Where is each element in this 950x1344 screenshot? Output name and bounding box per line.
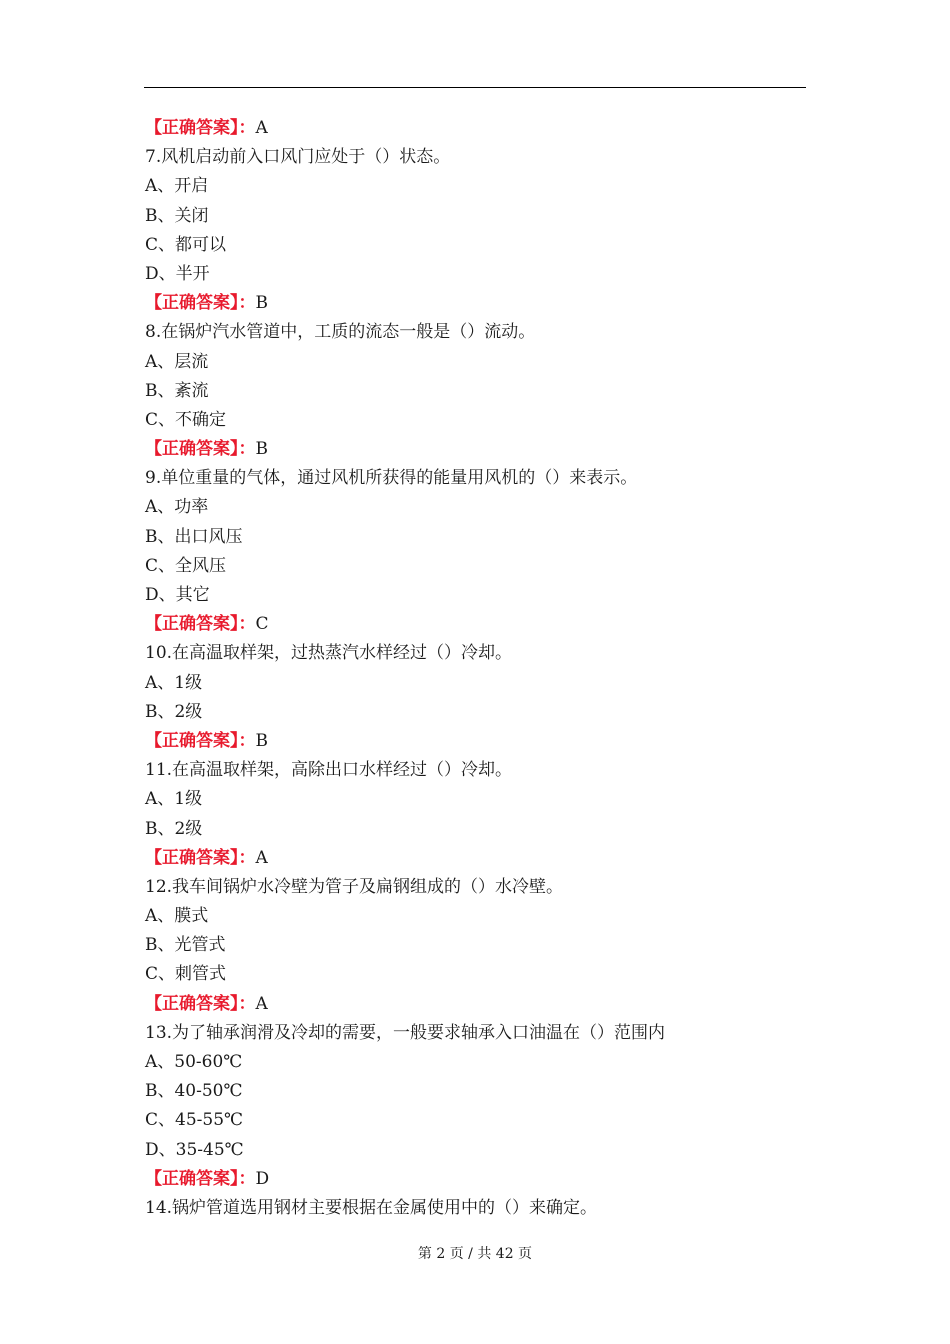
- option-text: A、膜式: [145, 906, 209, 927]
- answer-label: 【正确答案】：: [145, 993, 256, 1014]
- option-text: D、其它: [145, 585, 210, 605]
- question-text: 13.为了轴承润滑及冷却的需要，一般要求轴承入口油温在（）范围内: [145, 1022, 666, 1043]
- header-rule: [144, 87, 806, 88]
- option-text: D、35-45℃: [145, 1139, 244, 1160]
- option-text: B、关闭: [145, 205, 209, 226]
- option-text: C、刺管式: [145, 964, 227, 985]
- answer-value: A: [255, 847, 268, 868]
- option-text: B、紊流: [145, 380, 209, 401]
- question-text: 10.在高温取样架，过热蒸汽水样经过（）冷却。: [145, 643, 513, 664]
- answer-label: 【正确答案】：: [145, 847, 256, 868]
- option-text: B、2级: [145, 701, 203, 722]
- answer-value: B: [255, 439, 268, 460]
- option-text: A、层流: [145, 351, 209, 372]
- option-text: C、45-55℃: [145, 1110, 244, 1131]
- answer-label: 【正确答案】：: [145, 293, 256, 314]
- option-text: A、1级: [145, 789, 203, 810]
- answer-line: [145, 844, 805, 873]
- answer-label: 【正确答案】：: [145, 614, 256, 635]
- option-text: B、出口风压: [145, 526, 243, 547]
- question-text: 7.风机启动前入口风门应处于（）状态。: [145, 147, 451, 168]
- option-text: C、全风压: [145, 555, 227, 576]
- question-text: 8.在锅炉汽水管道中，工质的流态一般是（）流动。: [145, 322, 536, 343]
- answer-line: [145, 990, 805, 1019]
- answer-value: B: [255, 730, 268, 751]
- answer-value: D: [255, 1168, 270, 1189]
- answer-value: B: [255, 293, 268, 314]
- answer-line: [145, 289, 805, 318]
- answer-line: [145, 727, 805, 756]
- answer-value: A: [255, 118, 268, 138]
- option-text: A、开启: [145, 176, 209, 197]
- page-footer: 第 2 页 / 共 42 页: [417, 1246, 533, 1262]
- answer-line: [145, 610, 805, 639]
- question-text: 11.在高温取样架，高除出口水样经过（）冷却。: [145, 760, 513, 781]
- answer-line: [145, 435, 805, 464]
- answer-label: 【正确答案】：: [145, 730, 256, 751]
- answer-line: [145, 114, 805, 143]
- option-text: B、2级: [145, 818, 203, 839]
- question-text: 14.锅炉管道选用钢材主要根据在金属使用中的（）来确定。: [145, 1197, 598, 1218]
- answer-label: 【正确答案】：: [145, 118, 256, 138]
- document-body: [145, 114, 805, 1223]
- answer-value: C: [255, 614, 269, 635]
- option-text: A、50-60℃: [145, 1052, 243, 1072]
- question-text: 9.单位重量的气体，通过风机所获得的能量用风机的（）来表示。: [145, 468, 638, 489]
- question-text: 12.我车间锅炉水冷壁为管子及扁钢组成的（）水冷壁。: [145, 876, 564, 897]
- answer-label: 【正确答案】：: [145, 1168, 256, 1189]
- option-text: C、都可以: [145, 234, 227, 255]
- option-text: B、光管式: [145, 935, 226, 956]
- option-text: D、半开: [145, 263, 210, 284]
- answer-value: A: [255, 993, 268, 1014]
- option-text: C、不确定: [145, 409, 227, 430]
- option-text: B、40-50℃: [145, 1081, 243, 1102]
- option-text: A、1级: [145, 672, 203, 693]
- answer-line: [145, 1165, 805, 1194]
- answer-label: 【正确答案】：: [145, 439, 256, 460]
- option-text: A、功率: [145, 497, 209, 518]
